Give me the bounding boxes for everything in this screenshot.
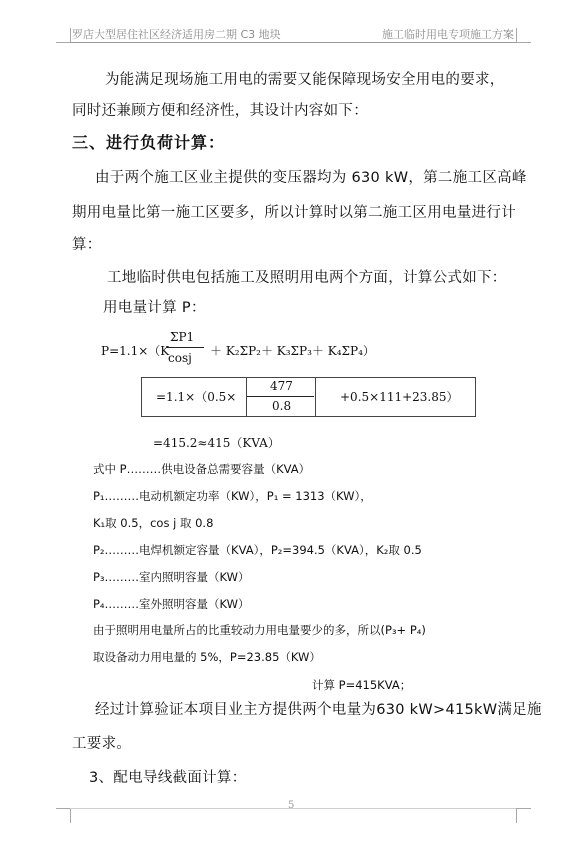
paragraph-line: 工要求。 bbox=[72, 736, 132, 752]
formula-result: =415.2≈415（KVA） bbox=[153, 436, 280, 450]
section-heading: 三、进行负荷计算： bbox=[72, 133, 226, 152]
definition-line: K₁取 0.5，cos j 取 0.8 bbox=[93, 516, 214, 530]
definition-line: 取设备动力用电量的 5%，P=23.85（KW） bbox=[93, 650, 321, 664]
formula-lhs: P=1.1×（K bbox=[101, 344, 170, 358]
paragraph-line: 由于两个施工区业主提供的变压器均为 630 kW，第二施工区高峰 bbox=[95, 170, 527, 186]
definition-line: P₄………室外照明容量（KW） bbox=[93, 597, 250, 611]
box-denominator: 0.8 bbox=[272, 399, 292, 413]
box-left: =1.1×（0.5× bbox=[156, 390, 237, 404]
paragraph-line: 为能满足现场施工用电的需要又能保障现场安全用电的要求， bbox=[105, 72, 505, 88]
crop-mark-top-right bbox=[516, 28, 531, 43]
definition-line: P₁………电动机额定功率（KW），P₁ = 1313（KW）， bbox=[93, 489, 372, 503]
box-numerator: 477 bbox=[270, 379, 293, 393]
definition-line: P₃………室内照明容量（KW） bbox=[93, 570, 250, 584]
paragraph-line: 期用电量比第一施工区要多，所以计算时以第二施工区用电量进行计 bbox=[72, 205, 516, 221]
paragraph-line: 算： bbox=[72, 237, 102, 253]
page-number: 5 bbox=[288, 800, 295, 811]
fraction-bar bbox=[166, 347, 204, 348]
subsection-heading: 3、配电导线截面计算： bbox=[89, 770, 247, 786]
calc-result: 计算 P=415KVA； bbox=[312, 678, 412, 692]
header-rule bbox=[70, 42, 516, 43]
formula-denominator: cosj bbox=[168, 351, 192, 365]
paragraph-line: 经过计算验证本项目业主方提供两个电量为630 kW>415kW满足施 bbox=[95, 702, 542, 718]
crop-mark-bottom-right bbox=[516, 808, 531, 823]
definition-line: 由于照明用电量所占的比重较动力用电量要少的多，所以(P₃+ P₄) bbox=[93, 623, 426, 637]
header-right: 施工临时用电专项施工方案 bbox=[382, 28, 514, 41]
header-left: 罗店大型居住社区经济适用房二期 C3 地块 bbox=[72, 28, 281, 41]
box-right: +0.5×111+23.85） bbox=[340, 390, 459, 404]
crop-mark-bottom-left bbox=[56, 808, 71, 823]
paragraph-line: 用电量计算 P： bbox=[103, 300, 206, 316]
paragraph-line: 同时还兼顾方便和经济性，其设计内容如下： bbox=[72, 103, 368, 119]
crop-mark-top-left bbox=[56, 28, 71, 43]
formula-rest: ＋ K₂ΣP₂＋ K₃ΣP₃＋ K₄ΣP₄） bbox=[210, 344, 375, 358]
paragraph-line: 工地临时供电包括施工及照明用电两个方面，计算公式如下： bbox=[107, 270, 507, 286]
definition-line: P₂………电焊机额定容量（KVA），P₂=394.5（KVA），K₂取 0.5 bbox=[93, 543, 422, 557]
formula-numerator: ΣP1 bbox=[170, 330, 195, 344]
definition-line: 式中 P………供电设备总需要容量（KVA） bbox=[93, 462, 311, 476]
fraction-bar bbox=[247, 396, 314, 397]
